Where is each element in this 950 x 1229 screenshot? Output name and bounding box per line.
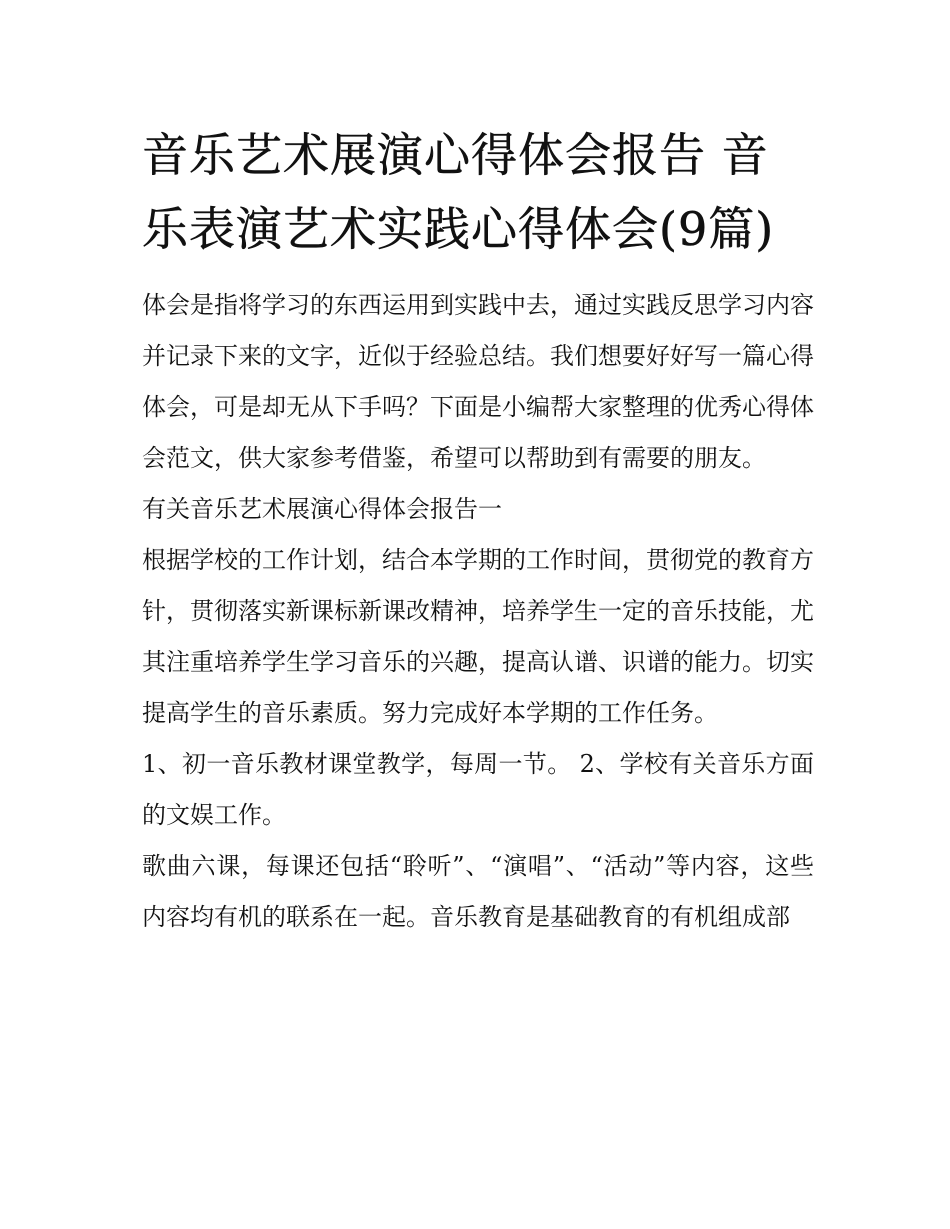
intro-paragraph: 体会是指将学习的东西运用到实践中去，通过实践反思学习内容并记录下来的文字，近似于经验总结。我们想要好好写一篇心得体会，可是却无从下手吗？下面是小编帮大家整理的优秀心得体会范文，供大家参考借鉴，希望可以帮助到有需要的朋友。 <box>142 291 814 472</box>
task-list-paragraph: 1、初一音乐教材课堂教学，每周一节。 2、学校有关音乐方面的文娱工作。 <box>142 750 814 829</box>
body-paragraph: 根据学校的工作计划，结合本学期的工作时间，贯彻党的教育方针，贯彻落实新课标新课改精神，培养学生一定的音乐技能，尤其注重培养学生学习音乐的兴趣，提高认谱、识谱的能力。切实提高学生的音乐素质。努力完成好本学期的工作任务。 <box>142 546 814 727</box>
document-title: 音乐艺术展演心得体会报告 音乐表演艺术实践心得体会(9篇) <box>142 128 775 256</box>
body-paragraph: 歌曲六课，每课还包括“聆听”、“演唱”、“活动”等内容，这些内容均有机的联系在一起。音乐教育是基础教育的有机组成部 <box>142 852 814 931</box>
document-content <box>142 118 814 943</box>
section-heading: 有关音乐艺术展演心得体会报告一 <box>142 495 502 523</box>
